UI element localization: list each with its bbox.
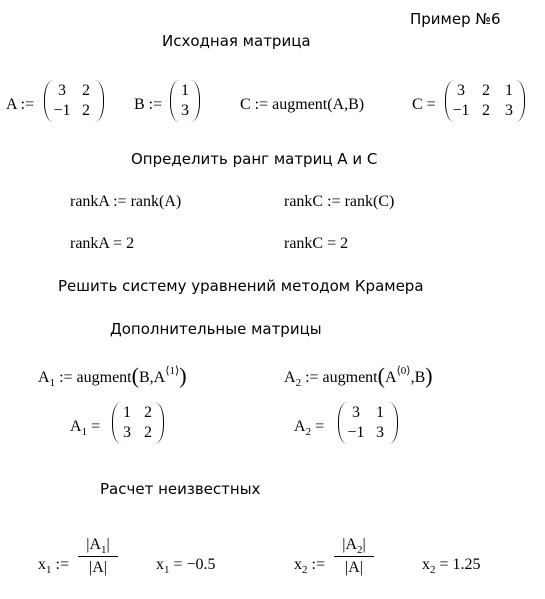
a1-label: $A_1$ = xyxy=(70,418,101,438)
matrix-a1: 1 2 3 2 xyxy=(112,402,164,444)
matrix-a-label: A := xyxy=(6,96,35,113)
source-matrix-heading: Исходная матрица xyxy=(162,32,311,50)
x2-result: $x_2 = 1.25$ xyxy=(422,556,481,576)
x1-result: $x_1 = -0.5$ xyxy=(156,556,216,576)
a2-label: $A_2$ = xyxy=(294,418,325,438)
matrix-a2: 3 1 −1 3 xyxy=(338,402,398,444)
x1-label: $x_1$ := xyxy=(38,556,69,576)
matrix-b-label: B := xyxy=(134,96,163,113)
unknowns-heading: Расчет неизвестных xyxy=(100,480,261,498)
rank-c-result: rankC = 2 xyxy=(284,235,349,252)
rank-heading: Определить ранг матриц A и C xyxy=(131,150,378,168)
rank-a-definition: rankA := rank(A) xyxy=(70,193,182,210)
matrix-c-definition: C := augment(A,B) xyxy=(240,96,365,113)
example-number: Пример №6 xyxy=(410,10,501,28)
matrix-b: 1 3 xyxy=(170,80,200,122)
cramer-heading: Решить систему уравнений методом Крамера xyxy=(58,277,424,295)
x2-label: $x_2$ := xyxy=(294,556,325,576)
matrix-a: 3 2 −1 2 xyxy=(44,80,104,122)
rank-a-result: rankA = 2 xyxy=(70,235,135,252)
matrix-c-label: C = xyxy=(412,96,436,113)
a2-definition: $A_2$ := $augment(A^{⟨0⟩},B)$ xyxy=(284,363,433,389)
auxiliary-matrices-heading: Дополнительные матрицы xyxy=(110,320,322,338)
matrix-c: 3 2 1 −1 2 3 xyxy=(445,80,525,122)
rank-c-definition: rankC := rank(C) xyxy=(284,193,395,210)
a1-definition: $A_1$ := $augment(B,A^{⟨1⟩})$ xyxy=(38,363,187,389)
x2-fraction: $|A_2|$ |A| xyxy=(334,536,374,577)
x1-fraction: $|A_1|$ |A| xyxy=(78,536,118,577)
